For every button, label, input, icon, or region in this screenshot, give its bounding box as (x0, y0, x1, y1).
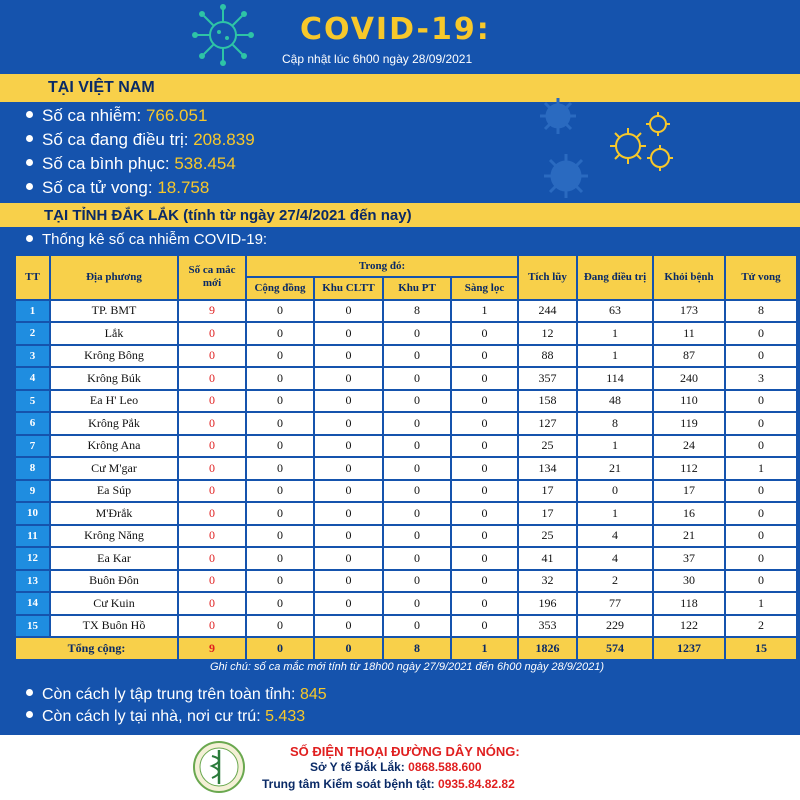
row-cell: 0 (315, 616, 382, 637)
row-place: Krông Búk (51, 368, 177, 389)
row-cell: 0 (452, 616, 517, 637)
row-cell: 110 (654, 391, 724, 412)
table-row (16, 481, 796, 502)
health-logo-icon (192, 740, 246, 794)
row-place: Cư Kuin (51, 593, 177, 614)
table-header-row (16, 256, 796, 276)
row-cell: 0 (452, 458, 517, 479)
row-new-cases: 9 (179, 301, 245, 322)
row-cell: 24 (654, 436, 724, 457)
row-cell: 0 (247, 436, 313, 457)
row-cell: 0 (247, 548, 313, 569)
table-row (16, 503, 796, 524)
row-cell: 21 (578, 458, 652, 479)
row-cell: 0 (452, 503, 517, 524)
row-cell: 0 (726, 436, 796, 457)
row-cell: 17 (654, 481, 724, 502)
row-cell: 17 (519, 481, 576, 502)
row-cell: 88 (519, 346, 576, 367)
page-title: COVID-19: (300, 12, 491, 47)
update-time: Cập nhật lúc 6h00 ngày 28/09/2021 (282, 52, 473, 66)
header-pt: Khu PT (384, 278, 450, 299)
row-new-cases: 0 (179, 593, 245, 614)
table-row (16, 458, 796, 479)
row-cell: 0 (384, 346, 450, 367)
hotline-doh: Sở Y tế Đắk Lắk: 0868.588.600 (310, 760, 482, 774)
row-cell: 0 (247, 526, 313, 547)
row-cell: 0 (726, 391, 796, 412)
header-treating: Đang điều trị (578, 256, 652, 299)
row-cell: 0 (384, 571, 450, 592)
row-new-cases: 0 (179, 346, 245, 367)
row-cell: 0 (247, 301, 313, 322)
row-place: TP. BMT (51, 301, 177, 322)
row-cell: 0 (726, 503, 796, 524)
row-index: 14 (16, 593, 49, 614)
row-place: Krông Bông (51, 346, 177, 367)
row-cell: 2 (726, 616, 796, 637)
row-cell: 0 (315, 368, 382, 389)
row-index: 9 (16, 481, 49, 502)
row-cell: 0 (384, 323, 450, 344)
row-cell: 0 (726, 526, 796, 547)
row-cell: 0 (315, 436, 382, 457)
table-row (16, 548, 796, 569)
row-place: TX Buôn Hồ (51, 616, 177, 637)
row-cell: 127 (519, 413, 576, 434)
row-place: Ea Kar (51, 548, 177, 569)
row-cell: 1 (578, 346, 652, 367)
row-cell: 0 (315, 323, 382, 344)
header-tt: TT (16, 256, 49, 299)
row-cell: 0 (247, 391, 313, 412)
bacteria-icon (530, 96, 680, 200)
row-new-cases: 0 (179, 616, 245, 637)
header-place: Địa phương (51, 256, 177, 299)
table-row (16, 323, 796, 344)
table-note: Ghi chú: số ca mắc mới tính từ 18h00 ngày 27/9/2021 đến 6h00 ngày 28/9/2021) (210, 661, 604, 673)
row-new-cases: 0 (179, 368, 245, 389)
table-row (16, 391, 796, 412)
header-new: Số ca mắc mới (179, 256, 245, 299)
header-screening: Sàng lọc (452, 278, 517, 299)
row-cell: 0 (247, 413, 313, 434)
row-place: Krông Năng (51, 526, 177, 547)
row-cell: 4 (578, 548, 652, 569)
row-new-cases: 0 (179, 526, 245, 547)
row-cell: 0 (315, 526, 382, 547)
row-cell: 0 (452, 368, 517, 389)
row-index: 3 (16, 346, 49, 367)
row-cell: 122 (654, 616, 724, 637)
table-row (16, 616, 796, 637)
row-index: 12 (16, 548, 49, 569)
row-index: 15 (16, 616, 49, 637)
total-cell: 0 (315, 638, 382, 659)
row-cell: 0 (315, 346, 382, 367)
row-cell: 114 (578, 368, 652, 389)
row-cell: 77 (578, 593, 652, 614)
row-cell: 11 (654, 323, 724, 344)
row-cell: 48 (578, 391, 652, 412)
row-cell: 0 (726, 548, 796, 569)
total-cell: 1 (452, 638, 517, 659)
row-place: M'Đrắk (51, 503, 177, 524)
row-cell: 87 (654, 346, 724, 367)
table-row (16, 301, 796, 322)
row-new-cases: 0 (179, 548, 245, 569)
total-cell: 574 (578, 638, 652, 659)
row-index: 4 (16, 368, 49, 389)
row-cell: 0 (315, 391, 382, 412)
row-cell: 63 (578, 301, 652, 322)
row-place: Ea Súp (51, 481, 177, 502)
row-cell: 0 (452, 593, 517, 614)
row-cell: 0 (247, 503, 313, 524)
row-cell: 0 (452, 436, 517, 457)
row-cell: 0 (384, 458, 450, 479)
row-cell: 0 (315, 301, 382, 322)
row-cell: 32 (519, 571, 576, 592)
row-cell: 12 (519, 323, 576, 344)
header-cumulative: Tích lũy (519, 256, 576, 299)
row-cell: 0 (315, 481, 382, 502)
isolation-central: Còn cách ly tập trung trên toàn tỉnh: 845 (26, 684, 327, 706)
row-cell: 0 (247, 323, 313, 344)
table-row (16, 368, 796, 389)
isolation-home: Còn cách ly tại nhà, nơi cư trú: 5.433 (26, 706, 327, 728)
row-cell: 1 (452, 301, 517, 322)
row-cell: 0 (452, 413, 517, 434)
row-cell: 0 (247, 571, 313, 592)
row-cell: 0 (384, 481, 450, 502)
total-cell: 1826 (519, 638, 576, 659)
row-cell: 353 (519, 616, 576, 637)
row-cell: 3 (726, 368, 796, 389)
row-cell: 0 (315, 571, 382, 592)
row-cell: 0 (247, 368, 313, 389)
row-cell: 0 (315, 548, 382, 569)
row-cell: 0 (247, 346, 313, 367)
row-cell: 0 (384, 526, 450, 547)
row-new-cases: 0 (179, 436, 245, 457)
table-row (16, 593, 796, 614)
row-index: 5 (16, 391, 49, 412)
row-cell: 112 (654, 458, 724, 479)
row-cell: 25 (519, 526, 576, 547)
row-cell: 0 (247, 458, 313, 479)
stat-infected: Số ca nhiễm: 766.051 (26, 104, 255, 128)
hotline-cdc: Trung tâm Kiểm soát bệnh tật: 0935.84.82.82 (262, 777, 515, 791)
row-place: Ea H' Leo (51, 391, 177, 412)
row-cell: 0 (384, 503, 450, 524)
row-cell: 0 (247, 593, 313, 614)
row-cell: 158 (519, 391, 576, 412)
header-deaths: Tử vong (726, 256, 796, 299)
row-cell: 0 (452, 481, 517, 502)
row-cell: 0 (452, 391, 517, 412)
row-cell: 134 (519, 458, 576, 479)
row-cell: 244 (519, 301, 576, 322)
row-cell: 0 (315, 458, 382, 479)
row-cell: 0 (384, 391, 450, 412)
row-place: Buôn Đôn (51, 571, 177, 592)
row-cell: 357 (519, 368, 576, 389)
header-community: Cộng đồng (247, 278, 313, 299)
table-row (16, 526, 796, 547)
vietnam-heading: TẠI VIỆT NAM (0, 74, 800, 102)
row-cell: 0 (452, 526, 517, 547)
row-cell: 0 (452, 346, 517, 367)
row-cell: 0 (384, 593, 450, 614)
row-cell: 16 (654, 503, 724, 524)
row-new-cases: 0 (179, 458, 245, 479)
province-stat-line: Thống kê số ca nhiễm COVID-19: (26, 231, 267, 248)
row-cell: 0 (726, 346, 796, 367)
header-recovered: Khỏi bệnh (654, 256, 724, 299)
row-cell: 119 (654, 413, 724, 434)
row-cell: 0 (452, 571, 517, 592)
row-cell: 25 (519, 436, 576, 457)
total-cell: 0 (247, 638, 313, 659)
row-cell: 0 (452, 548, 517, 569)
row-cell: 41 (519, 548, 576, 569)
row-cell: 8 (384, 301, 450, 322)
total-cell: 1237 (654, 638, 724, 659)
row-cell: 0 (315, 413, 382, 434)
row-index: 6 (16, 413, 49, 434)
row-cell: 1 (578, 436, 652, 457)
row-cell: 229 (578, 616, 652, 637)
table-row (16, 413, 796, 434)
row-index: 8 (16, 458, 49, 479)
total-cell: 15 (726, 638, 796, 659)
row-new-cases: 0 (179, 571, 245, 592)
table-body (16, 301, 796, 637)
province-heading: TẠI TỈNH ĐẮK LẮK (tính từ ngày 27/4/2021 đến nay) (0, 203, 800, 227)
stat-treating: Số ca đang điều trị: 208.839 (26, 128, 255, 152)
row-cell: 1 (578, 323, 652, 344)
row-index: 1 (16, 301, 49, 322)
row-new-cases: 0 (179, 481, 245, 502)
row-cell: 0 (726, 481, 796, 502)
row-cell: 1 (726, 593, 796, 614)
row-cell: 8 (726, 301, 796, 322)
header-group: Trong đó: (247, 256, 517, 276)
row-cell: 17 (519, 503, 576, 524)
row-cell: 0 (578, 481, 652, 502)
row-cell: 118 (654, 593, 724, 614)
row-cell: 0 (315, 503, 382, 524)
row-cell: 0 (384, 368, 450, 389)
total-label: Tổng cộng: (16, 638, 177, 659)
row-cell: 4 (578, 526, 652, 547)
row-new-cases: 0 (179, 503, 245, 524)
row-cell: 0 (726, 571, 796, 592)
table-row (16, 436, 796, 457)
row-new-cases: 0 (179, 413, 245, 434)
row-cell: 240 (654, 368, 724, 389)
row-cell: 0 (247, 616, 313, 637)
row-index: 2 (16, 323, 49, 344)
row-cell: 1 (726, 458, 796, 479)
row-place: Cư M'gar (51, 458, 177, 479)
hotline-title: SỐ ĐIỆN THOẠI ĐƯỜNG DÂY NÓNG: (290, 744, 520, 759)
header-cltt: Khu CLTT (315, 278, 382, 299)
row-cell: 0 (452, 323, 517, 344)
row-cell: 0 (247, 481, 313, 502)
stat-recovered: Số ca bình phục: 538.454 (26, 152, 255, 176)
row-place: Krông Pắk (51, 413, 177, 434)
table-row (16, 346, 796, 367)
row-cell: 1 (578, 503, 652, 524)
row-cell: 30 (654, 571, 724, 592)
row-cell: 173 (654, 301, 724, 322)
row-index: 7 (16, 436, 49, 457)
stat-deaths: Số ca tử vong: 18.758 (26, 176, 255, 200)
footer (0, 735, 800, 800)
row-index: 10 (16, 503, 49, 524)
row-cell: 0 (315, 593, 382, 614)
row-index: 13 (16, 571, 49, 592)
row-cell: 0 (726, 323, 796, 344)
total-cell: 9 (179, 638, 245, 659)
row-new-cases: 0 (179, 323, 245, 344)
table-row (16, 571, 796, 592)
row-place: Lắk (51, 323, 177, 344)
vietnam-stats (26, 104, 255, 200)
row-new-cases: 0 (179, 391, 245, 412)
total-cell: 8 (384, 638, 450, 659)
row-cell: 37 (654, 548, 724, 569)
header (0, 0, 800, 72)
isolation-stats (26, 684, 327, 728)
row-place: Krông Ana (51, 436, 177, 457)
row-cell: 0 (384, 413, 450, 434)
row-cell: 21 (654, 526, 724, 547)
row-cell: 0 (384, 548, 450, 569)
virus-icon (190, 2, 256, 68)
row-cell: 0 (726, 413, 796, 434)
row-cell: 0 (384, 616, 450, 637)
table-total-row (16, 638, 796, 659)
row-cell: 0 (384, 436, 450, 457)
row-index: 11 (16, 526, 49, 547)
row-cell: 196 (519, 593, 576, 614)
row-cell: 8 (578, 413, 652, 434)
row-cell: 2 (578, 571, 652, 592)
cases-table (14, 254, 798, 661)
